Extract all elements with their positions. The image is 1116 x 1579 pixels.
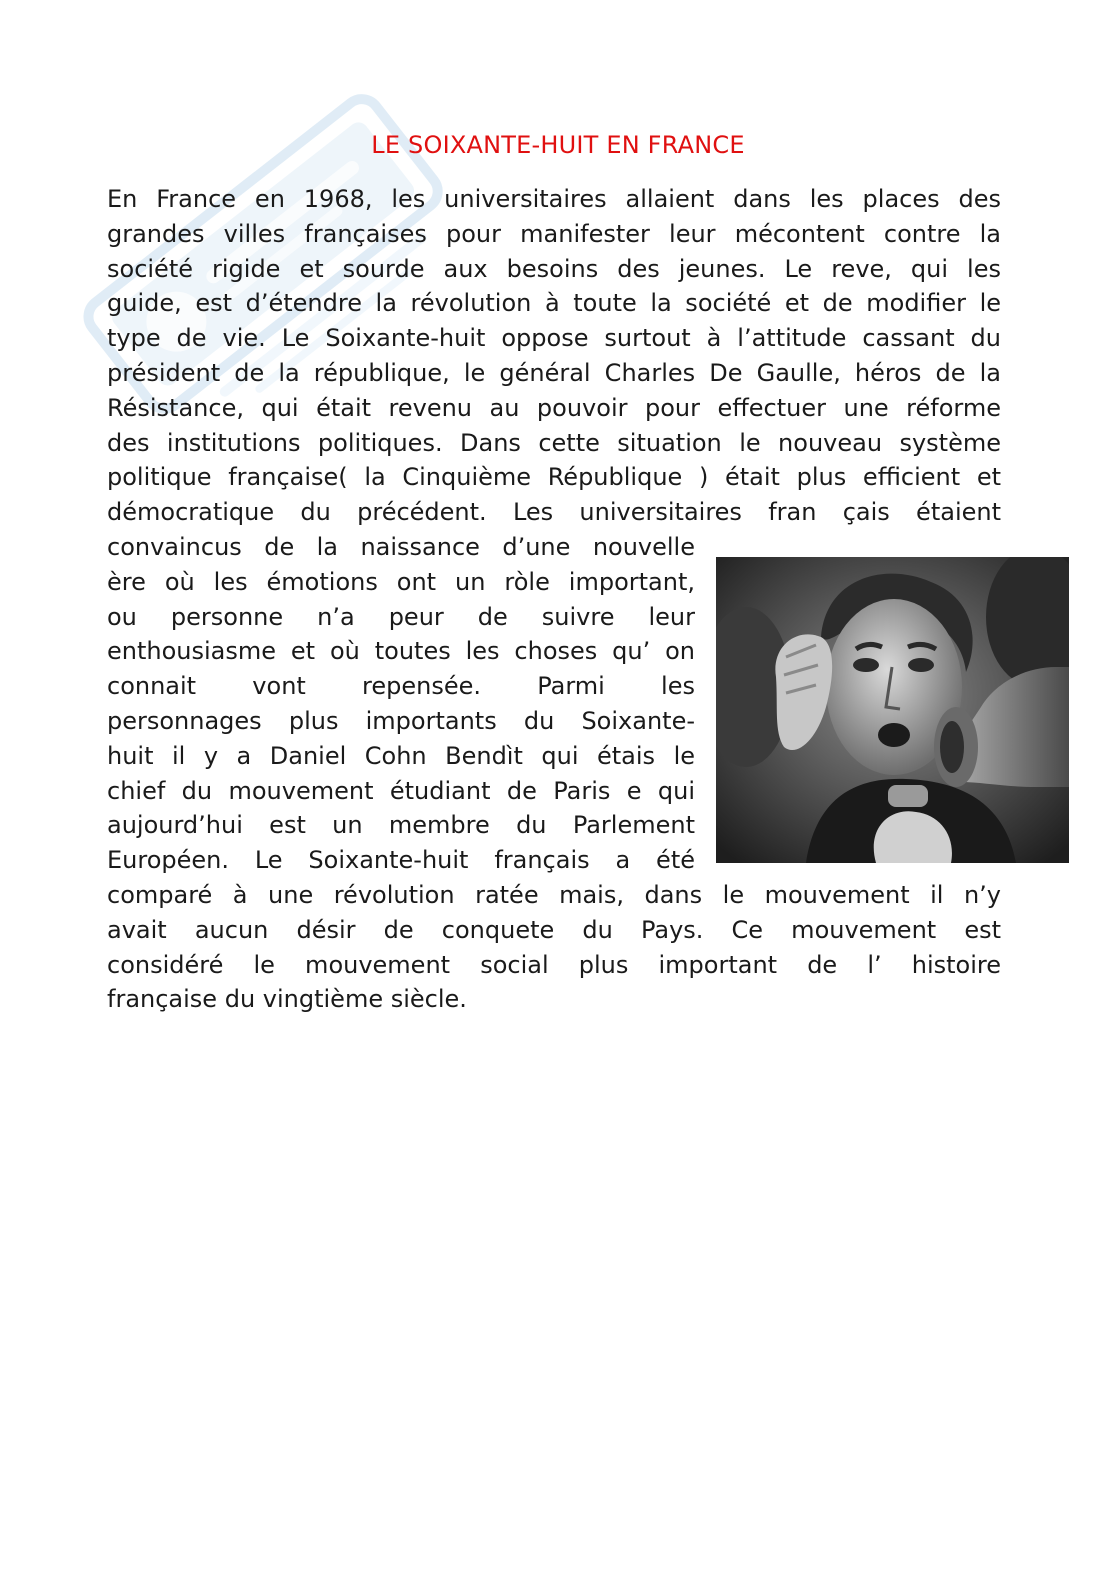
text-line: société rigide et sourde aux besoins des jeunes. Le reve, qui les	[107, 254, 1001, 283]
text-line: enthousiasme et où toutes les choses qu’ on	[107, 637, 695, 666]
text-line: ou personne n’a peur de suivre leur	[107, 602, 695, 631]
text-line: des institutions politiques. Dans cette situation le nouveau système	[107, 428, 1001, 457]
text-line: guide, est d’étendre la révolution à toute la société et de modifier le	[107, 289, 1001, 318]
text-line: Résistance, qui était revenu au pouvoir pour effectuer une réforme	[107, 393, 1001, 422]
text-line: avait aucun désir de conquete du Pays. Ce mouvement est	[107, 915, 1001, 944]
text-line: huit il y a Daniel Cohn Bendìt qui étais le	[107, 741, 695, 770]
text-line: En France en 1968, les universitaires allaient dans les places des	[107, 185, 1001, 213]
text-line: politique française( la Cinquième République ) était plus efficient et	[107, 463, 1001, 492]
text-line: président de la république, le général Charles De Gaulle, héros de la	[107, 358, 1001, 387]
text-line: type de vie. Le Soixante-huit oppose surtout à l’attitude cassant du	[107, 324, 1001, 353]
text-line: grandes villes françaises pour manifester leur mécontent contre la	[107, 219, 1001, 248]
text-line: française du vingtième siècle.	[107, 985, 467, 1014]
text-line: ère où les émotions ont un ròle important,	[107, 567, 695, 596]
text-line: Européen. Le Soixante-huit français a été	[107, 846, 695, 875]
document-title: LE SOIXANTE-HUIT EN FRANCE	[371, 131, 745, 159]
text-line: comparé à une révolution ratée mais, dans le mouvement il n’y	[107, 880, 1001, 909]
text-line: aujourd’hui est un membre du Parlement	[107, 811, 695, 840]
text-line: personnages plus importants du Soixante-	[107, 706, 695, 735]
text-line: chief du mouvement étudiant de Paris e qui	[107, 776, 695, 805]
text-line: considéré le mouvement social plus important de l’ histoire	[107, 950, 1001, 979]
text-line: démocratique du précédent. Les universitaires fran çais étaient	[107, 498, 1001, 527]
text-line: connait vont repensée. Parmi les	[107, 672, 695, 701]
text-line: convaincus de la naissance d’une nouvelle	[107, 532, 695, 561]
photo-protester-megaphone-icon	[716, 557, 1069, 863]
